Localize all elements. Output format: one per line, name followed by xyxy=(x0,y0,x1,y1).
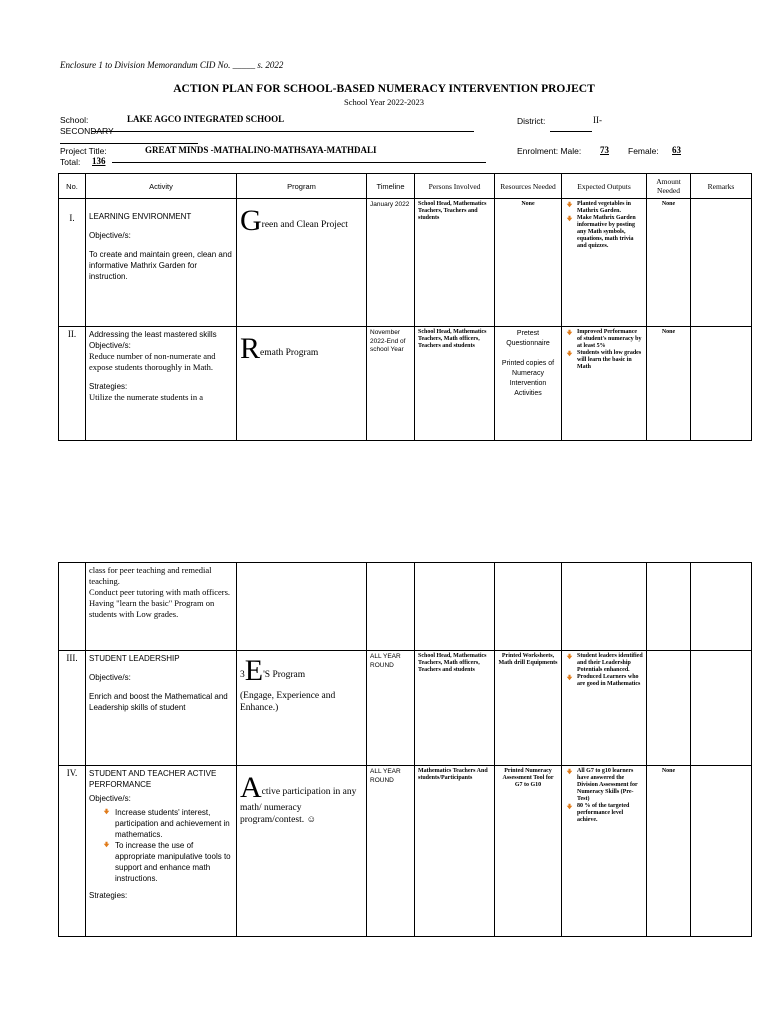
remarks-cell xyxy=(691,766,752,937)
persons-cell: School Head, Mathematics Teachers, Math officers, Teachers and students xyxy=(415,327,495,441)
table-header-row xyxy=(59,174,752,199)
objective-label: Objective/s: xyxy=(89,231,131,240)
program-name: reen and Clean Project xyxy=(261,220,348,230)
table-row xyxy=(59,327,752,441)
school-label: School: xyxy=(60,115,89,125)
activity-title: LEARNING ENVIRONMENT xyxy=(89,212,192,221)
program-prefix: 3 xyxy=(240,670,245,680)
program-name: 'S Program xyxy=(263,670,306,680)
remarks-cell xyxy=(691,651,752,766)
activity-cell xyxy=(86,199,237,327)
activity-cell xyxy=(86,766,237,937)
outputs-cell xyxy=(562,327,647,441)
program-initial: R xyxy=(240,332,261,365)
activity-title: STUDENT AND TEACHER ACTIVE PERFORMANCE xyxy=(89,769,217,789)
output-item: Student leaders identified and their Leadership Potentials enhanced. xyxy=(565,653,643,674)
activity-title: STUDENT LEADERSHIP xyxy=(89,654,180,663)
total-label: Total: xyxy=(60,157,81,167)
timeline-cell: November 2022-End of school Year xyxy=(367,327,415,441)
persons-cell: Mathematics Teachers And students/Participants xyxy=(415,766,495,937)
output-item: 80 % of the targeted performance level achieve. xyxy=(565,803,643,824)
female-label: Female: xyxy=(628,146,659,156)
persons-cell: School Head, Mathematics Teachers, Teachers and students xyxy=(415,199,495,327)
output-item: Planted vegetables in Mathrix Garden. xyxy=(565,201,643,215)
program-name: ctive participation in any math/ numeracy program/contest. ☺ xyxy=(240,787,357,825)
objective-text: Reduce number of non-numerate and expose students thoroughly in Math. xyxy=(89,351,216,372)
header-activity: Activity xyxy=(86,174,237,199)
row-number: III. xyxy=(59,651,86,766)
header-outputs: Expected Outputs xyxy=(562,174,647,199)
persons-cell: School Head, Mathematics Teachers, Math officers, Teachers and students xyxy=(415,651,495,766)
outputs-cell xyxy=(562,651,647,766)
objective-label: Objective/s: xyxy=(89,341,131,350)
resources-cell xyxy=(495,327,562,441)
program-subtitle: (Engage, Experience and Enhance.) xyxy=(240,691,336,713)
resources-cell: Printed Worksheets, Math drill Equipments xyxy=(495,651,562,766)
strategy-line: Having "learn the basic" Program on students with Low grades. xyxy=(89,598,215,619)
district-field xyxy=(550,114,592,132)
enclosure-note: Enclosure 1 to Division Memorandum CID No. _____ s. 2022 xyxy=(60,60,284,70)
orange-arrow-bullet-icon xyxy=(566,350,573,357)
objective-text: To create and maintain green, clean and informative Mathrix Garden for instruction. xyxy=(89,250,232,281)
orange-arrow-bullet-icon xyxy=(566,803,573,810)
header-persons: Persons Involved xyxy=(415,174,495,199)
header-program: Program xyxy=(237,174,367,199)
objective-text: Enrich and boost the Mathematical and Leadership skills of student xyxy=(89,692,228,712)
remarks-cell xyxy=(691,327,752,441)
male-count: 73 xyxy=(600,145,609,155)
program-cell xyxy=(237,651,367,766)
strategy-line: Conduct peer tutoring with math officers. xyxy=(89,587,231,597)
row-number: IV. xyxy=(59,766,86,937)
orange-arrow-bullet-icon xyxy=(566,329,573,336)
resource-item: Pretest Questionnaire xyxy=(506,330,550,347)
amount-cell xyxy=(647,651,691,766)
row-number: II. xyxy=(59,327,86,441)
resource-item: Printed copies of Numeracy Intervention Activities xyxy=(501,360,555,397)
resources-cell: Printed Numeracy Assessment Tool for G7 to G10 xyxy=(495,766,562,937)
resources-cell: None xyxy=(495,199,562,327)
school-year: School Year 2022-2023 xyxy=(343,97,425,107)
orange-arrow-bullet-icon xyxy=(566,674,573,681)
program-initial: G xyxy=(240,204,262,237)
total-count: 136 xyxy=(92,156,106,166)
header-resources: Resources Needed xyxy=(495,174,562,199)
header-no: No. xyxy=(59,174,86,199)
action-plan-table xyxy=(58,173,752,441)
project-title-label: Project Title: xyxy=(60,146,107,156)
objective-label: Objective/s: xyxy=(89,673,131,682)
strategies-text: Utilize the numerate students in a xyxy=(89,392,204,402)
list-item: Increase students' interest, participation and achievement in mathematics. xyxy=(89,807,233,840)
output-item: Students with low grades will learn the basic in Math xyxy=(565,350,643,371)
header-timeline: Timeline xyxy=(367,174,415,199)
enrolment-male-label: Enrolment: Male: xyxy=(517,146,582,156)
output-item: All G7 to g10 learners have answered the Division Assessment for Numeracy Skills (Pre-Test) xyxy=(565,768,643,803)
program-initial: A xyxy=(240,771,262,804)
table-row xyxy=(59,563,752,651)
school-type: SECONDARY xyxy=(60,126,114,136)
timeline-cell: ALL YEAR ROUND xyxy=(367,766,415,937)
table-row xyxy=(59,651,752,766)
strategy-line: class for peer teaching and remedial teaching. xyxy=(89,565,212,586)
program-cell xyxy=(237,766,367,937)
orange-arrow-bullet-icon xyxy=(566,201,573,208)
outputs-cell xyxy=(562,766,647,937)
timeline-cell: ALL YEAR ROUND xyxy=(367,651,415,766)
program-name: emath Program xyxy=(260,348,319,358)
outputs-cell xyxy=(562,199,647,327)
district-value: II- xyxy=(593,115,602,125)
district-label: District: xyxy=(517,116,546,126)
strategies-label: Strategies: xyxy=(89,382,128,391)
header-amount: Amount Needed xyxy=(647,174,691,199)
page-title: ACTION PLAN FOR SCHOOL-BASED NUMERACY INTERVENTION PROJECT xyxy=(173,83,595,95)
list-item: To increase the use of appropriate manipulative tools to support and enhance math instructions. xyxy=(89,840,233,884)
program-initial: E xyxy=(244,654,264,687)
objective-label: Objective/s: xyxy=(89,794,131,803)
orange-arrow-bullet-icon xyxy=(566,215,573,222)
remarks-cell xyxy=(691,199,752,327)
orange-arrow-bullet-icon xyxy=(566,653,573,660)
strategies-label: Strategies: xyxy=(89,891,128,900)
output-item: Make Mathrix Garden informative by posting any Math symbols, equations, math trivia and quizzes. xyxy=(565,215,643,250)
amount-cell: None xyxy=(647,199,691,327)
orange-arrow-bullet-icon xyxy=(566,768,573,775)
action-plan-table-continued xyxy=(58,562,752,937)
project-title: GREAT MINDS -MATHALINO-MATHSAYA-MATHDALI xyxy=(145,145,377,155)
row-number: I. xyxy=(59,199,86,327)
activity-cell xyxy=(86,563,237,651)
output-item: Improved Performance of student's numeracy by at least 5% xyxy=(565,329,643,350)
activity-cell xyxy=(86,651,237,766)
header-remarks: Remarks xyxy=(691,174,752,199)
program-cell xyxy=(237,199,367,327)
activity-title: Addressing the least mastered skills xyxy=(89,330,217,339)
table-row xyxy=(59,766,752,937)
table-row xyxy=(59,199,752,327)
output-item: Produced Learners who are good in Mathematics xyxy=(565,674,643,688)
female-count: 63 xyxy=(672,145,681,155)
objectives-list xyxy=(89,807,233,884)
activity-cell xyxy=(86,327,237,441)
orange-arrow-bullet-icon xyxy=(103,841,110,848)
orange-arrow-bullet-icon xyxy=(103,808,110,815)
amount-cell: None xyxy=(647,327,691,441)
timeline-cell: January 2022 xyxy=(367,199,415,327)
amount-cell: None xyxy=(647,766,691,937)
program-cell xyxy=(237,327,367,441)
school-name: LAKE AGCO INTEGRATED SCHOOL xyxy=(127,114,285,124)
